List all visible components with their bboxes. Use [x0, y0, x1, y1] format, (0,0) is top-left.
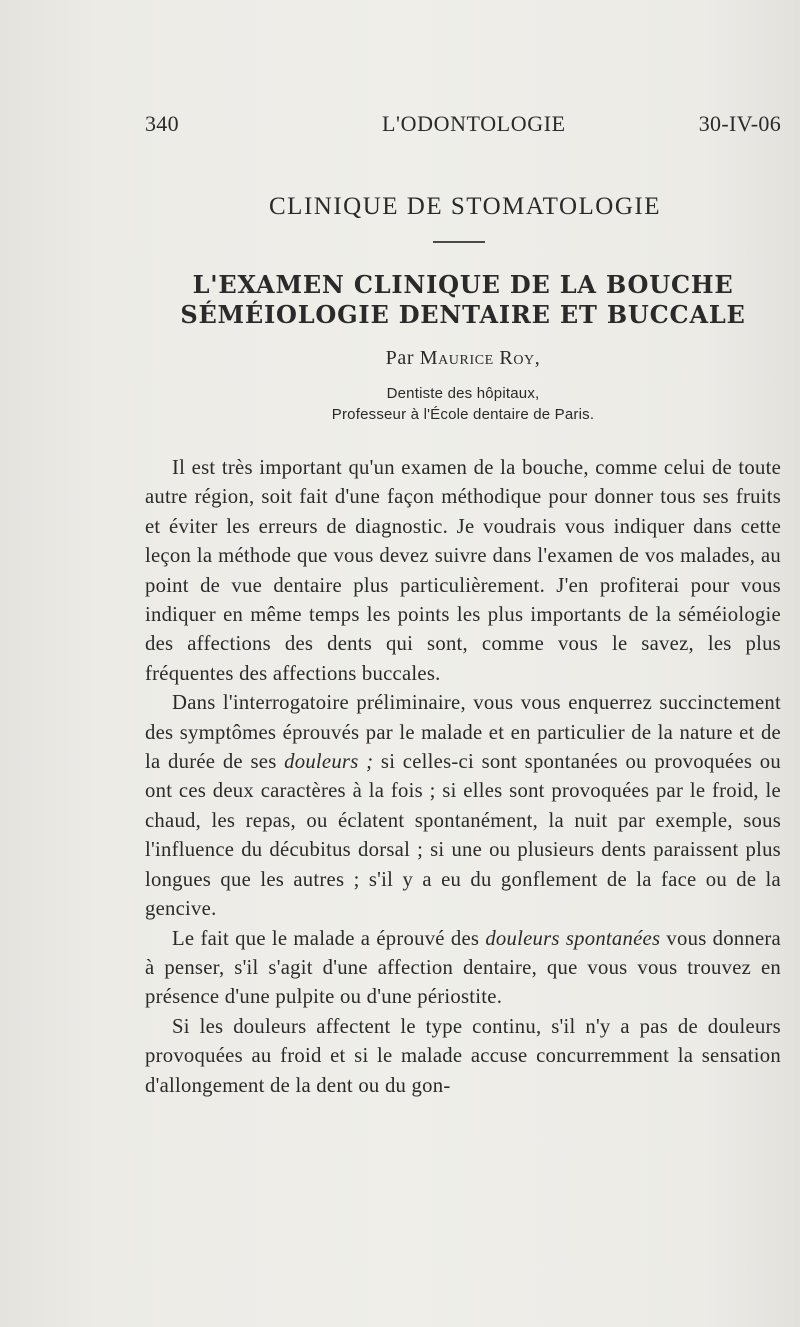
title-rule [433, 241, 485, 243]
article-title-line-1: L'EXAMEN CLINIQUE DE LA BOUCHE [192, 270, 734, 299]
section-title: CLINIQUE DE STOMATOLOGIE [269, 193, 661, 220]
journal-title: L'ODONTOLOGIE [382, 111, 566, 136]
paragraph-1: Il est très important qu'un examen de la bouche, comme celui de toute autre région, soit fait d'une façon méthodique pour donner tous ses fruits et éviter les erreurs de diagnostic. Je voudrais vous indiquer dans cette leçon la méthode que vous devez suivre dans l'examen de vos malades, au point de vue dentaire plus particulièrement. J'en profiterai pour vous indiquer en même temps les points les plus importants de la séméiologie des affections des dents qui sont, comme vous le savez, les plus fréquentes des affections buccales. [145, 457, 781, 685]
paragraph-3-text-b: vous donnera à penser, s'il s'agit d'une affection dentaire, que vous vous trouvez en présence d'une pulpite ou d'une périostite. [145, 927, 781, 1009]
paragraph-3-text-a: Le fait que le malade a éprouvé des [172, 927, 486, 950]
paragraph-2 [145, 689, 781, 924]
article-body [145, 454, 781, 1101]
article-title-line-2: SÉMÉIOLOGIE DENTAIRE ET BUCCALE [180, 300, 746, 329]
paragraph-2-text-b: si celles-ci sont spontanées ou provoquées ou ont ces deux caractères à la fois ; si elles sont provoquées par le froid, le chaud, les repas, ou éclatent spontanément, la nuit par exemple, sous l'influence du décubitus dorsal ; si une ou plusieurs dents paraissent plus longues que les autres ; s'il y a eu du gonflement de la face ou de la gencive. [145, 751, 781, 921]
paragraph-2-italic: douleurs ; [284, 751, 374, 774]
paragraph-4: Si les douleurs affectent le type continu, s'il n'y a pas de douleurs provoquées au froid et si le malade accuse concurremment la sensation d'allongement de la dent ou du gon- [145, 1015, 781, 1097]
paragraph-3 [145, 925, 781, 1013]
byline-prefix: Par [385, 347, 415, 369]
issue-date: 30-IV-06 [698, 111, 781, 136]
byline [145, 347, 781, 370]
paragraph-2-text-a: Dans l'interrogatoire préliminaire, vous vous enquerrez succinctement des symptômes éprouvés par le malade et en particulier de la nature et de la durée de ses [145, 692, 781, 774]
author-name: Maurice Roy, [419, 347, 541, 369]
author-affiliation-2: Professeur à l'École dentaire de Paris. [331, 406, 595, 423]
page-number: 340 [145, 111, 179, 136]
author-affiliation-1: Dentiste des hôpitaux, [386, 385, 540, 402]
running-header [145, 111, 781, 141]
paragraph-3-italic: douleurs spontanées [485, 927, 661, 950]
